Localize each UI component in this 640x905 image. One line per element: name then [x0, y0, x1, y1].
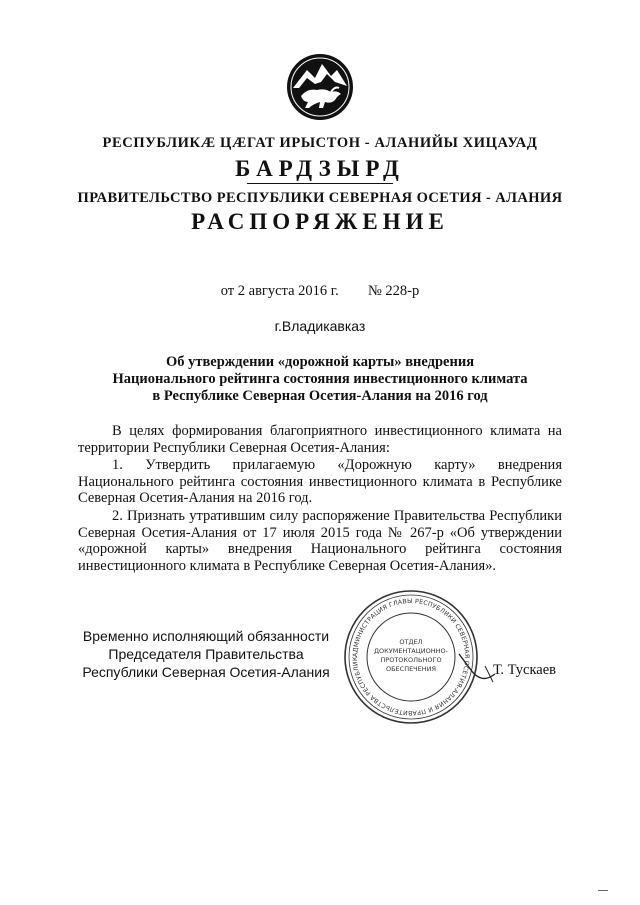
page-edge-mark	[598, 890, 608, 891]
header-bardzyrd: БАРДЗЫРД	[235, 156, 405, 181]
document-meta	[0, 283, 640, 300]
document-date: от 2 августа 2016 г.	[220, 283, 339, 299]
signatory-line: Временно исполняющий обязанности	[82, 628, 330, 644]
signatory-position	[76, 627, 336, 681]
svg-text:ДОКУМЕНТАЦИОННО-: ДОКУМЕНТАЦИОННО-	[373, 647, 449, 655]
header-divider	[247, 183, 393, 184]
body-paragraph-1: 1. Утвердить прилагаемую «Дорожную карту» внедрения Национального рейтинга состояния инвестиционного климата в Республике Северная Осетия-Алания на 2016 год.	[78, 457, 562, 506]
signatory-line: Председателя Правительства	[108, 646, 304, 662]
document-city: г.Владикавказ	[274, 318, 366, 334]
header-government: ПРАВИТЕЛЬСТВО РЕСПУБЛИКИ СЕВЕРНАЯ ОСЕТИЯ - АЛАНИЯ	[77, 190, 563, 206]
svg-text:АДМИНИСТРАЦИЯ ГЛАВЫ РЕСПУБЛИКИ: АДМИНИСТРАЦИЯ ГЛАВЫ РЕСПУБЛИКИ СЕВЕРНАЯ ОСЕТИЯ-АЛАНИЯ И ПРАВИТЕЛЬСТВА РЕСПУБЛИК	[351, 597, 471, 717]
svg-text:ОТДЕЛ: ОТДЕЛ	[399, 638, 423, 646]
title-line: Об утверждении «дорожной карты» внедрения	[165, 354, 475, 370]
signatory-line: Республики Северная Осетия-Алания	[82, 664, 330, 680]
document-number: № 228-р	[367, 283, 420, 299]
svg-text:ПРОТОКОЛЬНОГО: ПРОТОКОЛЬНОГО	[380, 656, 442, 664]
coat-of-arms-emblem	[285, 52, 355, 122]
title-line: в Республике Северная Осетия-Алания на 2016 год	[152, 388, 488, 404]
title-line: Национального рейтинга состояния инвестиционного климата	[112, 371, 528, 387]
document-title	[0, 354, 640, 405]
signatory-name: Т. Тускаев	[493, 662, 557, 678]
header-republic-ossetian: РЕСПУБЛИКӔ ЦӔГАТ ИРЫСТОН - АЛАНИЙЫ ХИЦАУАД	[102, 135, 538, 151]
body-intro: В целях формирования благоприятного инвестиционного климата на территории Республики Северная Осетия-Алания:	[78, 423, 562, 456]
body-paragraph-2: 2. Признать утратившим силу распоряжение Правительства Республики Северная Осетия-Алания от 17 июля 2015 года № 267-р «Об утверждении «дорожной карты» внедрения Национального рейтинга состояния инвестиционного климата в Республике Северная Осетия-Алания».	[78, 508, 562, 574]
svg-text:ОБЕСПЕЧЕНИЯ: ОБЕСПЕЧЕНИЯ	[385, 665, 437, 673]
document-type-title: РАСПОРЯЖЕНИЕ	[191, 209, 449, 234]
